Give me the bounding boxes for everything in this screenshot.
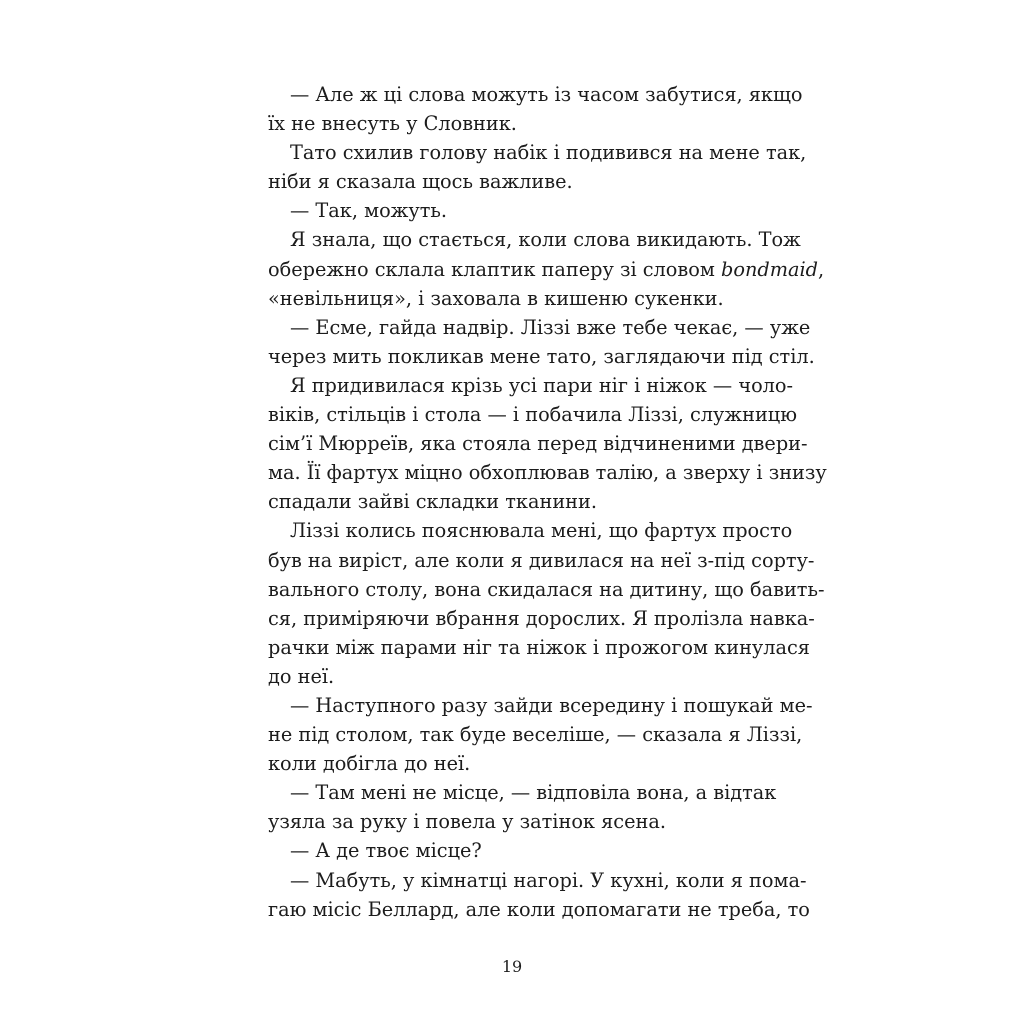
- text-line: Ліззі колись пояснювала мені, що фартух просто: [290, 519, 793, 543]
- text-line: — А де твоє місце?: [290, 839, 482, 863]
- text-line: ма. Її фартух міцно обхоплював талію, а зверху і знизу: [268, 461, 827, 485]
- italic-word: bondmaid: [721, 257, 818, 281]
- text-line: до неї.: [268, 664, 335, 688]
- text-line: — Але ж ці слова можуть із часом забутися, якщо: [290, 83, 803, 106]
- text-line: їх не внесуть у Словник.: [268, 112, 517, 136]
- text-line: віків, стільців і стола — і побачила Ліззі, служницю: [268, 403, 797, 427]
- text-line: — Есме, гайда надвір. Ліззі вже тебе чекає, — уже: [290, 315, 811, 339]
- text-line: обережно склала клаптик паперу зі словом bondmaid,: [268, 257, 825, 281]
- text-line: рачки між парами ніг та ніжок і прожогом кинулася: [268, 635, 810, 659]
- text-line: — Наступного разу зайди всередину і пошукай ме-: [290, 693, 813, 717]
- text-line: Я знала, що стається, коли слова викидають. Тож: [290, 228, 801, 252]
- text-line: «невільниця», і заховала в кишеню сукенки.: [268, 286, 724, 310]
- text-line: ніби я сказала щось важливе.: [268, 170, 573, 194]
- text-line: гаю місіс Беллард, але коли допомагати не треба, то: [268, 897, 810, 921]
- text-line: — Так, можуть.: [290, 199, 448, 223]
- text-line: Я придивилася крізь усі пари ніг і ніжок — чоло-: [290, 373, 794, 397]
- text-line: коли добігла до неї.: [268, 752, 471, 776]
- text-line: — Мабуть, у кімнатці нагорі. У кухні, коли я пома-: [290, 868, 807, 892]
- text-line: Тато схилив голову набік і подивився на мене так,: [290, 141, 807, 165]
- text-line: спадали зайві складки тканини.: [268, 490, 597, 514]
- text-line: сім’ї Мюрреїв, яка стояла перед відчиненими двери-: [268, 432, 808, 456]
- body-text: [268, 80, 827, 924]
- text-line: — Там мені не місце, — відповіла вона, а відтак: [290, 781, 777, 805]
- text-line: вального столу, вона скидалася на дитину, що бавить-: [268, 577, 825, 601]
- page-number: 19: [501, 957, 523, 976]
- text-line: був на виріст, але коли я дивилася на неї з-під сорту-: [268, 548, 815, 572]
- text-line: узяла за руку і повела у затінок ясена.: [268, 810, 666, 834]
- text-line: ся, приміряючи вбрання дорослих. Я пролізла навка-: [268, 606, 815, 630]
- text-line: через мить покликав мене тато, заглядаючи під стіл.: [268, 344, 815, 368]
- text-line: не під столом, так буде веселіше, — сказала я Ліззі,: [268, 723, 803, 747]
